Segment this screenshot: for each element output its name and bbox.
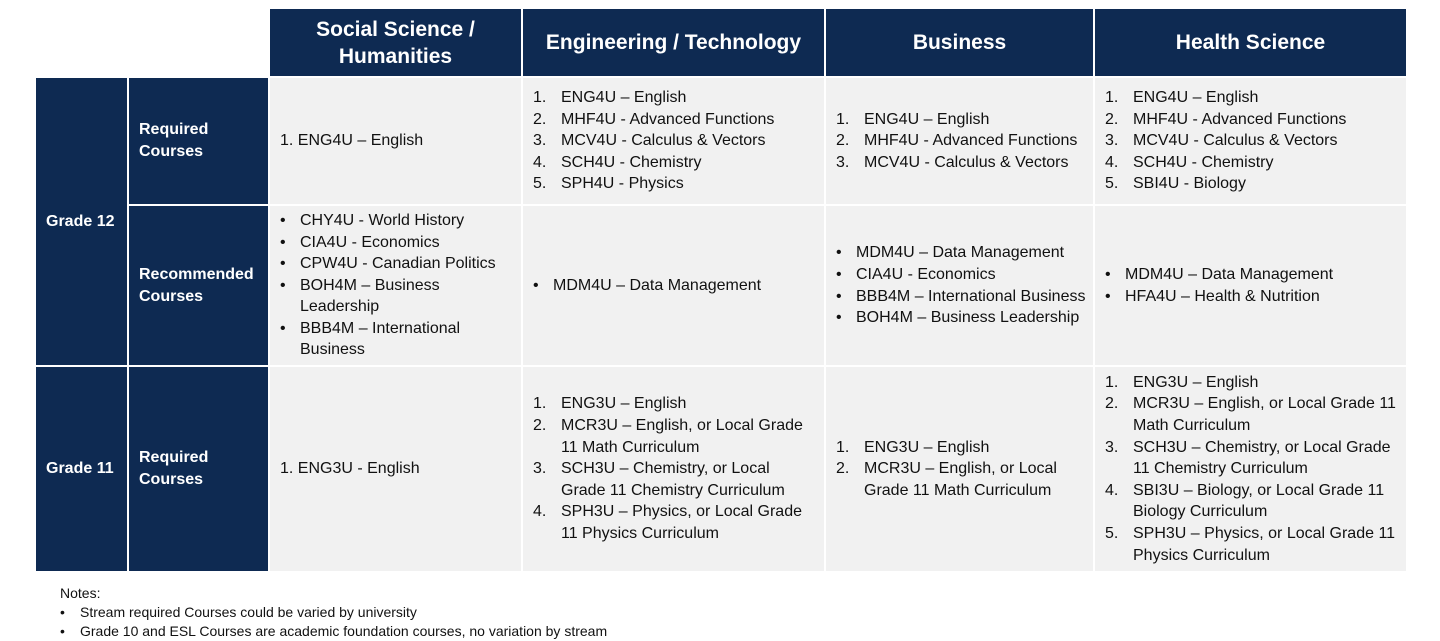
g11-required-health (1095, 367, 1406, 571)
list-item-text: Stream required Courses could be varied by university (80, 604, 417, 620)
header-blank-corner (36, 9, 268, 76)
list-item (1105, 264, 1333, 286)
bullet-marker: • (60, 604, 65, 620)
list-item (1105, 393, 1400, 436)
list-item (1105, 480, 1400, 523)
list-item (533, 87, 774, 109)
list-item (1105, 130, 1346, 152)
list-number: 3. (1105, 438, 1119, 456)
g12-recommended-social (270, 206, 521, 365)
list-item (60, 622, 607, 641)
list-item-text: MCR3U – English, or Local Grade 11 Math Curriculum (561, 417, 803, 456)
list-item-text: CIA4U - Economics (856, 265, 996, 283)
category-required-g12: Required Courses (129, 78, 268, 204)
list-number: 3. (533, 132, 547, 150)
bullet-marker: • (280, 319, 286, 337)
list-item (836, 242, 1085, 264)
list-item (836, 130, 1077, 152)
list-item-text: SPH3U – Physics, or Local Grade 11 Physics Curriculum (561, 503, 802, 542)
g11-required-social: 1. ENG3U - English (270, 367, 521, 571)
list-item-text: SPH4U - Physics (561, 175, 684, 193)
list-item-text: CHY4U - World History (300, 211, 465, 229)
list-number: 5. (533, 175, 547, 193)
bullet-marker: • (836, 265, 842, 283)
list-item-text: MDM4U – Data Management (856, 244, 1065, 262)
notes-title: Notes: (60, 585, 101, 601)
header-health-science: Health Science (1095, 9, 1406, 76)
g11-required-engineering (523, 367, 824, 571)
list-item (836, 307, 1085, 329)
list-number: 4. (1105, 481, 1119, 499)
grade-12-label: Grade 12 (36, 78, 127, 365)
bullet-marker: • (836, 244, 842, 262)
bullet-marker: • (280, 255, 286, 273)
category-recommended-g12: Recommended Courses (129, 206, 268, 365)
list-item-text: Grade 10 and ESL Courses are academic foundation courses, no variation by stream (80, 623, 608, 639)
bullet-marker: • (280, 233, 286, 251)
list-item-text: BBB4M – International Business (856, 287, 1086, 305)
list-item-text: MCV4U - Calculus & Vectors (1133, 132, 1338, 150)
list-item (60, 603, 607, 622)
list-item (280, 275, 515, 318)
list-item (1105, 109, 1346, 131)
list-item (1105, 87, 1346, 109)
list-item-text: ENG3U – English (1133, 373, 1259, 391)
list-item-text: MHF4U - Advanced Functions (1133, 110, 1347, 128)
g12-required-business (826, 78, 1093, 204)
list-item (533, 415, 818, 458)
list-item-text: MHF4U - Advanced Functions (561, 110, 775, 128)
list-item-text: CIA4U - Economics (300, 233, 440, 251)
g12-required-social: 1. ENG4U – English (270, 78, 521, 204)
list-number: 1. (1105, 373, 1119, 391)
list-item-text: BOH4M – Business Leadership (856, 309, 1080, 327)
list-number: 1. (836, 110, 850, 128)
bullet-marker: • (280, 211, 286, 229)
header-business: Business (826, 9, 1093, 76)
list-item-text: MCR3U – English, or Local Grade 11 Math Curriculum (1133, 395, 1396, 435)
list-number: 1. (533, 89, 547, 107)
list-item (836, 109, 1077, 131)
list-item-text: SCH4U - Chemistry (1133, 153, 1274, 171)
list-number: 2. (836, 460, 850, 478)
g11-required-business (826, 367, 1093, 571)
list-item (533, 109, 774, 131)
list-item-text: ENG4U – English (864, 110, 990, 128)
bullet-marker: • (280, 276, 286, 294)
list-item-text: MHF4U - Advanced Functions (864, 132, 1078, 150)
list-number: 2. (533, 417, 547, 435)
list-item (533, 152, 774, 174)
list-item (836, 152, 1077, 174)
list-item-text: MDM4U – Data Management (1125, 265, 1334, 283)
list-item-text: BOH4M – Business Leadership (300, 276, 440, 316)
list-item (533, 458, 818, 501)
list-item (836, 458, 1087, 501)
list-number: 4. (533, 153, 547, 171)
list-item (280, 232, 515, 254)
list-item-text: SCH3U – Chemistry, or Local Grade 11 Chemistry Curriculum (1133, 438, 1391, 478)
list-number: 2. (533, 110, 547, 128)
list-item-text: ENG4U – English (561, 89, 687, 107)
list-item (1105, 173, 1346, 195)
list-item (533, 393, 818, 415)
list-item-text: HFA4U – Health & Nutrition (1125, 287, 1320, 305)
list-item-text: SBI3U – Biology, or Local Grade 11 Biology Curriculum (1133, 481, 1385, 521)
bullet-marker: • (1105, 287, 1111, 305)
list-item-text: SCH3U – Chemistry, or Local Grade 11 Chemistry Curriculum (561, 460, 785, 499)
list-number: 3. (533, 460, 547, 478)
list-item (533, 275, 761, 297)
g12-required-engineering (523, 78, 824, 204)
grade-11-label: Grade 11 (36, 367, 127, 571)
list-item (280, 210, 515, 232)
list-item (1105, 523, 1400, 566)
list-item-text: MDM4U – Data Management (553, 276, 762, 294)
list-item (836, 286, 1085, 308)
list-item-text: BBB4M – International Business (300, 319, 461, 359)
list-item-text: MCV4U - Calculus & Vectors (864, 153, 1069, 171)
list-item-text: CPW4U - Canadian Politics (300, 255, 496, 273)
bullet-marker: • (1105, 265, 1111, 283)
list-number: 1. (836, 438, 850, 456)
list-item-text: ENG4U – English (1133, 89, 1259, 107)
course-requirements-table (36, 9, 1406, 571)
bullet-marker: • (836, 287, 842, 305)
list-item-text: MCV4U - Calculus & Vectors (561, 132, 766, 150)
list-item (280, 318, 515, 361)
list-item (533, 501, 818, 544)
list-number: 4. (1105, 153, 1119, 171)
g12-required-health (1095, 78, 1406, 204)
list-item (1105, 152, 1346, 174)
g12-recommended-engineering (523, 206, 824, 365)
list-item (280, 253, 515, 275)
list-item (1105, 372, 1400, 394)
list-item-text: SPH3U – Physics, or Local Grade 11 Physics Curriculum (1133, 524, 1396, 564)
header-social-science: Social Science / Humanities (270, 9, 521, 76)
list-number: 2. (1105, 110, 1119, 128)
list-item (836, 264, 1085, 286)
g12-recommended-business (826, 206, 1093, 365)
list-number: 5. (1105, 524, 1119, 542)
bullet-marker: • (60, 623, 65, 639)
list-item-text: SCH4U - Chemistry (561, 153, 702, 171)
list-number: 1. (1105, 89, 1119, 107)
list-item (836, 437, 1087, 459)
list-number: 5. (1105, 175, 1119, 193)
list-number: 1. (533, 395, 547, 413)
list-item-text: ENG3U – English (864, 438, 990, 456)
list-number: 3. (1105, 132, 1119, 150)
list-number: 3. (836, 153, 850, 171)
header-engineering: Engineering / Technology (523, 9, 824, 76)
list-item (533, 130, 774, 152)
list-number: 4. (533, 503, 547, 521)
list-item-text: MCR3U – English, or Local Grade 11 Math Curriculum (864, 460, 1057, 499)
bullet-marker: • (836, 309, 842, 327)
list-item (1105, 437, 1400, 480)
list-item (1105, 286, 1333, 308)
g12-recommended-health (1095, 206, 1406, 365)
list-item (533, 173, 774, 195)
list-item-text: SBI4U - Biology (1133, 175, 1246, 193)
bullet-marker: • (533, 276, 539, 294)
list-number: 2. (1105, 395, 1119, 413)
list-item-text: ENG3U – English (561, 395, 687, 413)
category-required-g11: Required Courses (129, 367, 268, 571)
notes-section (60, 584, 607, 641)
list-number: 2. (836, 132, 850, 150)
